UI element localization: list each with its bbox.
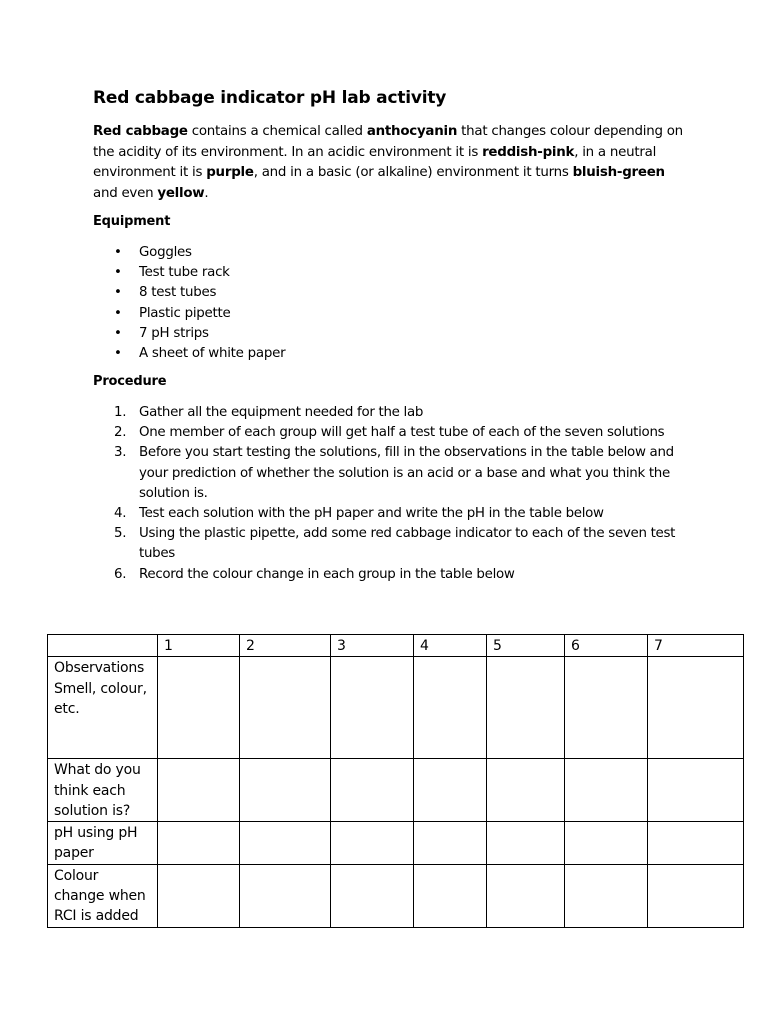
step-number: 3. xyxy=(114,445,127,461)
table-cell[interactable] xyxy=(648,864,744,927)
step-text: Before you start testing the solutions, fill in the observations in the table below and your prediction of whether the solution is an acid or a base and what you think the solution is. xyxy=(139,445,674,501)
table-cell[interactable] xyxy=(648,822,744,865)
table-cell[interactable] xyxy=(414,759,487,822)
intro-bold-reddish-pink: reddish-pink xyxy=(482,144,575,160)
table-cell[interactable] xyxy=(331,759,414,822)
table-cell[interactable] xyxy=(158,657,240,759)
table-cell[interactable] xyxy=(565,822,648,865)
equipment-item: • Test tube rack xyxy=(93,263,285,283)
column-header: 5 xyxy=(487,635,565,657)
procedure-step xyxy=(93,403,683,423)
table-row-ph xyxy=(48,822,744,865)
table-cell[interactable] xyxy=(487,864,565,927)
intro-text: , in a neutral environment it is xyxy=(93,144,657,180)
procedure-step xyxy=(93,524,683,564)
column-header: 6 xyxy=(565,635,648,657)
column-header: 3 xyxy=(331,635,414,657)
table-cell[interactable] xyxy=(414,657,487,759)
table-cell[interactable] xyxy=(240,759,331,822)
equipment-item: • A sheet of white paper xyxy=(93,344,285,364)
table-cell[interactable] xyxy=(240,822,331,865)
procedure-step xyxy=(93,443,683,504)
column-header: 4 xyxy=(414,635,487,657)
table-cell[interactable] xyxy=(648,759,744,822)
table-cell[interactable] xyxy=(487,822,565,865)
step-text: One member of each group will get half a test tube of each of the seven solutions xyxy=(139,425,665,441)
table-cell[interactable] xyxy=(158,864,240,927)
table-cell[interactable] xyxy=(565,864,648,927)
table-row-observations xyxy=(48,657,744,759)
step-text: Gather all the equipment needed for the lab xyxy=(139,405,424,420)
intro-bold-yellow: yellow xyxy=(157,185,205,201)
equipment-heading: Equipment xyxy=(93,214,171,229)
intro-bold-bluish-green: bluish-green xyxy=(572,165,665,180)
table-cell[interactable] xyxy=(240,657,331,759)
procedure-step xyxy=(93,504,683,524)
column-header: 7 xyxy=(648,635,744,657)
procedure-step xyxy=(93,423,683,443)
table-cell[interactable] xyxy=(331,657,414,759)
table-cell[interactable] xyxy=(158,822,240,865)
table-cell[interactable] xyxy=(414,822,487,865)
intro-bold-anthocyanin: anthocyanin xyxy=(366,124,458,139)
intro-text: contains a chemical called xyxy=(187,124,367,139)
equipment-item: • Goggles xyxy=(93,243,285,263)
table-cell[interactable] xyxy=(240,864,331,927)
equipment-item: • Plastic pipette xyxy=(93,304,285,324)
procedure-heading: Procedure xyxy=(93,374,167,389)
table-cell[interactable] xyxy=(565,759,648,822)
intro-text: that changes colour depending on the acidity of its environment. In an acidic environment it is xyxy=(93,124,683,160)
procedure-list xyxy=(93,403,683,585)
equipment-item: • 7 pH strips xyxy=(93,324,285,344)
step-number: 5. xyxy=(114,526,127,542)
intro-text: and even xyxy=(93,185,158,201)
step-text: Test each solution with the pH paper and write the pH in the table below xyxy=(139,506,604,522)
step-number: 6. xyxy=(114,566,127,582)
step-number: 4. xyxy=(114,506,127,522)
row-header: Colour change when RCI is added xyxy=(48,864,158,927)
table-cell[interactable] xyxy=(158,759,240,822)
table-cell[interactable] xyxy=(331,822,414,865)
column-header: 1 xyxy=(158,635,240,657)
intro-text: , and in a basic (or alkaline) environment it turns xyxy=(253,165,573,180)
table-cell[interactable] xyxy=(648,657,744,759)
results-table xyxy=(47,634,744,928)
table-row-colour-change xyxy=(48,864,744,927)
column-header: 2 xyxy=(240,635,331,657)
step-text: Record the colour change in each group in the table below xyxy=(139,566,515,582)
intro-bold-purple: purple xyxy=(206,165,254,180)
equipment-list xyxy=(93,243,285,364)
intro-text: . xyxy=(204,185,209,201)
procedure-step xyxy=(93,565,683,585)
document-title: Red cabbage indicator pH lab activity xyxy=(93,88,447,108)
table-cell[interactable] xyxy=(565,657,648,759)
row-header: Observations Smell, colour, etc. xyxy=(48,657,158,759)
step-number: 1. xyxy=(114,405,127,420)
table-cell[interactable] xyxy=(487,657,565,759)
step-number: 2. xyxy=(114,425,127,441)
table-corner-cell xyxy=(48,635,158,657)
intro-bold-red-cabbage: Red cabbage xyxy=(93,124,188,139)
table-cell[interactable] xyxy=(414,864,487,927)
row-header: What do you think each solution is? xyxy=(48,759,158,822)
table-cell[interactable] xyxy=(487,759,565,822)
table-row-prediction xyxy=(48,759,744,822)
equipment-item: • 8 test tubes xyxy=(93,283,285,303)
table-cell[interactable] xyxy=(331,864,414,927)
row-header: pH using pH paper xyxy=(48,822,158,865)
table-header-row xyxy=(48,635,744,657)
intro-paragraph xyxy=(93,122,683,204)
step-text: Using the plastic pipette, add some red cabbage indicator to each of the seven test tubes xyxy=(139,526,676,562)
